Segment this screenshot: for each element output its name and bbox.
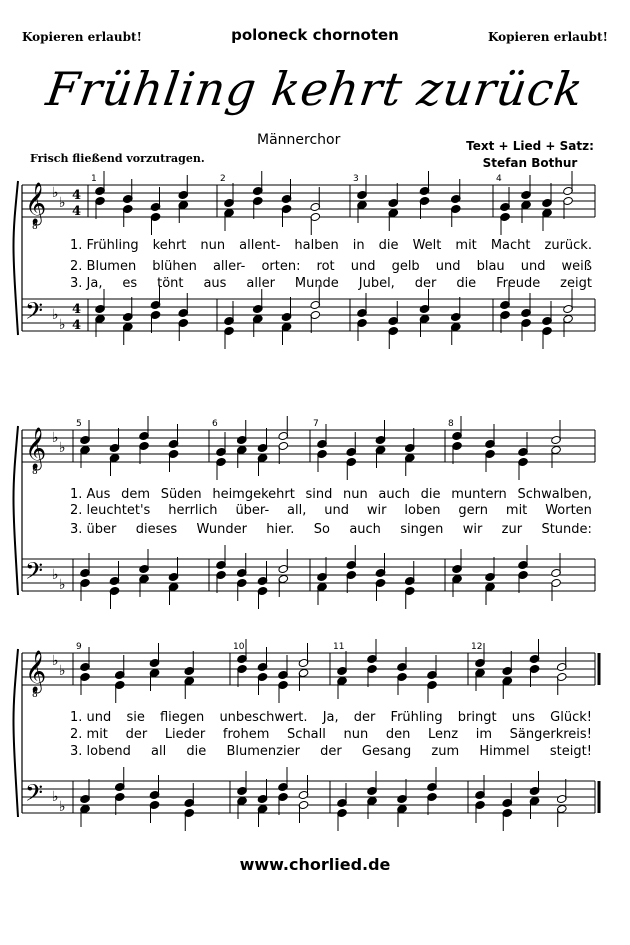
lyric-word: blühen	[152, 259, 197, 274]
bass-clef: 𝄢	[25, 779, 44, 812]
lyric-word: tönt	[157, 276, 184, 291]
lyric-word: und	[324, 503, 350, 518]
copy-permission-left: Kopieren erlaubt!	[22, 30, 142, 44]
lyric-word: und	[435, 259, 461, 274]
treble-clef: 𝄞	[25, 183, 47, 224]
lyric-word: blau	[476, 259, 505, 274]
lyric-word: uns	[511, 710, 535, 725]
lyric-word: nun	[200, 238, 226, 253]
lyric-line-s1-v2	[70, 259, 592, 274]
lyric-word: rot	[316, 259, 335, 274]
lyric-word: Munde	[294, 276, 339, 291]
octave-mark: 8	[32, 690, 38, 700]
key-flat: ♭	[59, 577, 66, 593]
lyric-word: die	[186, 744, 207, 759]
lyric-line-s2-v2	[70, 503, 592, 518]
measure-number: 9	[76, 642, 82, 652]
lyric-word: zeigt	[560, 276, 592, 291]
lyric-word: mit	[505, 503, 528, 518]
lyric-line-s2-v3	[70, 522, 592, 537]
treble-clef: 𝄞	[25, 428, 47, 469]
lyric-word: Freude	[496, 276, 541, 291]
lyric-word: die	[456, 276, 477, 291]
lyric-word: gern	[458, 503, 488, 518]
key-flat: ♭	[52, 307, 59, 323]
lyric-word: 3. Ja,	[70, 276, 103, 291]
lyric-word: kehrt	[152, 238, 187, 253]
lyric-word: der	[320, 744, 342, 759]
lyric-word: aller-	[212, 259, 246, 274]
measure-number: 12	[471, 642, 483, 652]
measure-number: 1	[91, 174, 97, 184]
time-signature-bottom: 4	[72, 204, 82, 219]
key-flat: ♭	[59, 799, 66, 815]
lyric-word: weiß	[561, 259, 592, 274]
octave-mark: 8	[32, 467, 38, 477]
lyric-line-s3-v3	[70, 744, 592, 759]
lyric-word: Blumenzier	[226, 744, 300, 759]
lyric-word: Welt	[412, 238, 442, 253]
time-signature-bottom: 4	[72, 318, 82, 333]
lyric-word: wir	[462, 522, 483, 537]
lyric-word: loben	[404, 503, 441, 518]
lyric-word: 1. Frühling	[70, 238, 139, 253]
lyric-word: Frühling	[390, 710, 443, 725]
voicing-subtitle: Männerchor	[257, 132, 341, 148]
lyric-word: Glück!	[550, 710, 592, 725]
lyric-word: Schwalben,	[517, 487, 592, 502]
key-flat: ♭	[59, 440, 66, 456]
lyric-word: 2. leuchtet's	[70, 503, 151, 518]
lyric-word: Stunde:	[541, 522, 592, 537]
lyric-line-s1-v3	[70, 276, 592, 291]
lyric-word: Wunder	[196, 522, 247, 537]
lyric-word: Schall	[287, 727, 326, 742]
measure-number: 11	[333, 642, 345, 652]
lyric-word: orten:	[261, 259, 301, 274]
time-signature-top: 4	[72, 302, 82, 317]
lyric-word: wir	[366, 503, 387, 518]
lyric-word: 3. über	[70, 522, 117, 537]
lyric-word: der	[414, 276, 437, 291]
measure-number: 8	[448, 419, 454, 429]
lyric-word: allent-	[239, 238, 281, 253]
lyric-word: die	[420, 487, 441, 502]
measure-number: 4	[496, 174, 502, 184]
lyric-word: zur	[501, 522, 523, 537]
lyric-word: Lenz	[428, 727, 459, 742]
lyric-word: es	[122, 276, 138, 291]
measure-number: 3	[353, 174, 359, 184]
lyric-word: Süden	[160, 487, 202, 502]
credit-line-2: Stefan Bothur	[482, 156, 578, 170]
lyric-word: singen	[400, 522, 444, 537]
lyric-word: 1. Aus	[70, 487, 111, 502]
lyric-word: Worten	[545, 503, 592, 518]
lyric-word: aller	[246, 276, 275, 291]
lyric-word: auch	[349, 522, 381, 537]
lyric-word: dem	[121, 487, 151, 502]
lyric-word: auch	[378, 487, 411, 502]
lyric-word: dieses	[135, 522, 178, 537]
measure-number: 7	[313, 419, 319, 429]
lyric-word: sind	[305, 487, 333, 502]
lyric-word: fliegen	[159, 710, 205, 725]
lyric-word: So	[313, 522, 330, 537]
lyric-word: in	[352, 238, 365, 253]
lyric-word: der	[353, 710, 376, 725]
treble-clef: 𝄞	[25, 651, 47, 692]
lyric-word: muntern	[451, 487, 507, 502]
lyric-word: 2. Blumen	[70, 259, 137, 274]
system-bracket	[14, 649, 19, 817]
lyric-word: gelb	[391, 259, 420, 274]
key-flat: ♭	[52, 185, 59, 201]
lyric-word: der	[125, 727, 148, 742]
key-flat: ♭	[52, 430, 59, 446]
lyric-word: 3. lobend	[70, 744, 131, 759]
lyric-word: halben	[294, 238, 339, 253]
lyric-word: frohem	[222, 727, 270, 742]
lyric-line-s1-v1	[70, 238, 592, 253]
lyric-word: nun	[343, 727, 369, 742]
lyric-line-s3-v1	[70, 710, 592, 725]
tempo-marking: Frisch fließend vorzutragen.	[30, 152, 205, 165]
lyric-word: Sängerkreis!	[509, 727, 592, 742]
bass-clef: 𝄢	[25, 297, 44, 330]
lyric-word: hier.	[266, 522, 295, 537]
lyric-word: im	[475, 727, 493, 742]
lyric-word: unbeschwert.	[219, 710, 308, 725]
lyric-word: den	[385, 727, 411, 742]
measure-number: 5	[76, 419, 82, 429]
lyric-word: über-	[235, 503, 270, 518]
lyric-word: all,	[287, 503, 307, 518]
key-flat: ♭	[52, 789, 59, 805]
lyric-word: steigt!	[549, 744, 592, 759]
lyric-word: sie	[126, 710, 145, 725]
lyric-word: Lieder	[164, 727, 206, 742]
lyric-word: die	[378, 238, 399, 253]
lyric-word: aus	[203, 276, 227, 291]
lyric-word: 1. und	[70, 710, 112, 725]
measure-number: 10	[233, 642, 245, 652]
lyric-word: Macht	[490, 238, 531, 253]
lyric-word: heimgekehrt	[212, 487, 295, 502]
lyric-word: mit	[455, 238, 477, 253]
key-flat: ♭	[52, 567, 59, 583]
credit-line-1: Text + Lied + Satz:	[466, 139, 594, 153]
system-bracket	[14, 181, 19, 335]
lyric-word: Ja,	[322, 710, 339, 725]
octave-mark: 8	[32, 222, 38, 232]
key-flat: ♭	[59, 663, 66, 679]
time-signature-top: 4	[72, 188, 82, 203]
lyric-word: Gesang	[361, 744, 412, 759]
lyric-word: und	[350, 259, 376, 274]
measure-number: 6	[212, 419, 218, 429]
lyric-word: zum	[431, 744, 460, 759]
lyric-word: zurück.	[544, 238, 592, 253]
key-flat: ♭	[59, 195, 66, 211]
bass-clef: 𝄢	[25, 557, 44, 590]
footer-website: www.chorlied.de	[239, 855, 391, 874]
lyric-word: und	[520, 259, 546, 274]
lyric-word: 2. mit	[70, 727, 108, 742]
lyric-word: herrlich	[168, 503, 218, 518]
song-title: Frühling kehrt zurück	[43, 62, 587, 116]
measure-number: 2	[220, 174, 226, 184]
key-flat: ♭	[59, 317, 66, 333]
lyric-word: nun	[343, 487, 368, 502]
key-flat: ♭	[52, 653, 59, 669]
lyric-word: Himmel	[479, 744, 530, 759]
lyric-word: Jubel,	[358, 276, 395, 291]
lyric-line-s2-v1	[70, 487, 592, 502]
system-bracket	[14, 426, 19, 595]
lyric-line-s3-v2	[70, 727, 592, 742]
publisher-name: poloneck chornoten	[231, 26, 399, 44]
copy-permission-right: Kopieren erlaubt!	[488, 30, 608, 44]
lyric-word: all	[151, 744, 167, 759]
lyric-word: bringt	[457, 710, 497, 725]
